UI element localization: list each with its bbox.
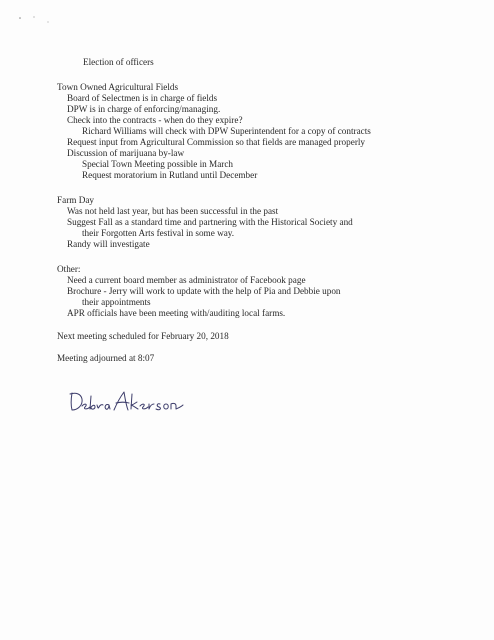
signature <box>62 386 192 418</box>
fields-line: Check into the contracts - when do they expire? <box>67 115 243 125</box>
fields-line: Richard Williams will check with DPW Superintendent for a copy of contracts <box>82 126 371 136</box>
other-heading: Other: <box>57 264 81 274</box>
fields-line: Request moratorium in Rutland until December <box>82 170 258 180</box>
fields-line: Request input from Agricultural Commission so that fields are managed properly <box>67 137 366 147</box>
farm-day-line: Was not held last year, but has been successful in the past <box>67 206 279 216</box>
fields-heading: Town Owned Agricultural Fields <box>57 82 179 92</box>
farm-day-line: Suggest Fall as a standard time and partnering with the Historical Society and <box>67 217 353 227</box>
other-line: Brochure - Jerry will work to update with the help of Pia and Debbie upon <box>67 286 341 296</box>
farm-day-line: Randy will investigate <box>67 239 150 249</box>
election-of-officers: Election of officers <box>83 57 154 67</box>
other-line: their appointments <box>82 297 151 307</box>
other-line: Need a current board member as administrator of Facebook page <box>67 275 306 285</box>
fields-line: DPW is in charge of enforcing/managing. <box>67 104 221 114</box>
fields-line: Special Town Meeting possible in March <box>82 159 234 169</box>
next-meeting: Next meeting scheduled for February 20, 2018 <box>57 331 229 341</box>
fields-line: Discussion of marijuana by-law <box>67 148 185 158</box>
farm-day-line: their Forgotten Arts festival in some way. <box>82 228 235 238</box>
farm-day-heading: Farm Day <box>57 195 94 205</box>
scan-specks <box>18 14 58 26</box>
meeting-adjourned: Meeting adjourned at 8:07 <box>57 353 155 363</box>
other-line: APR officials have been meeting with/auditing local farms. <box>67 308 286 318</box>
fields-line: Board of Selectmen is in charge of fields <box>67 93 218 103</box>
